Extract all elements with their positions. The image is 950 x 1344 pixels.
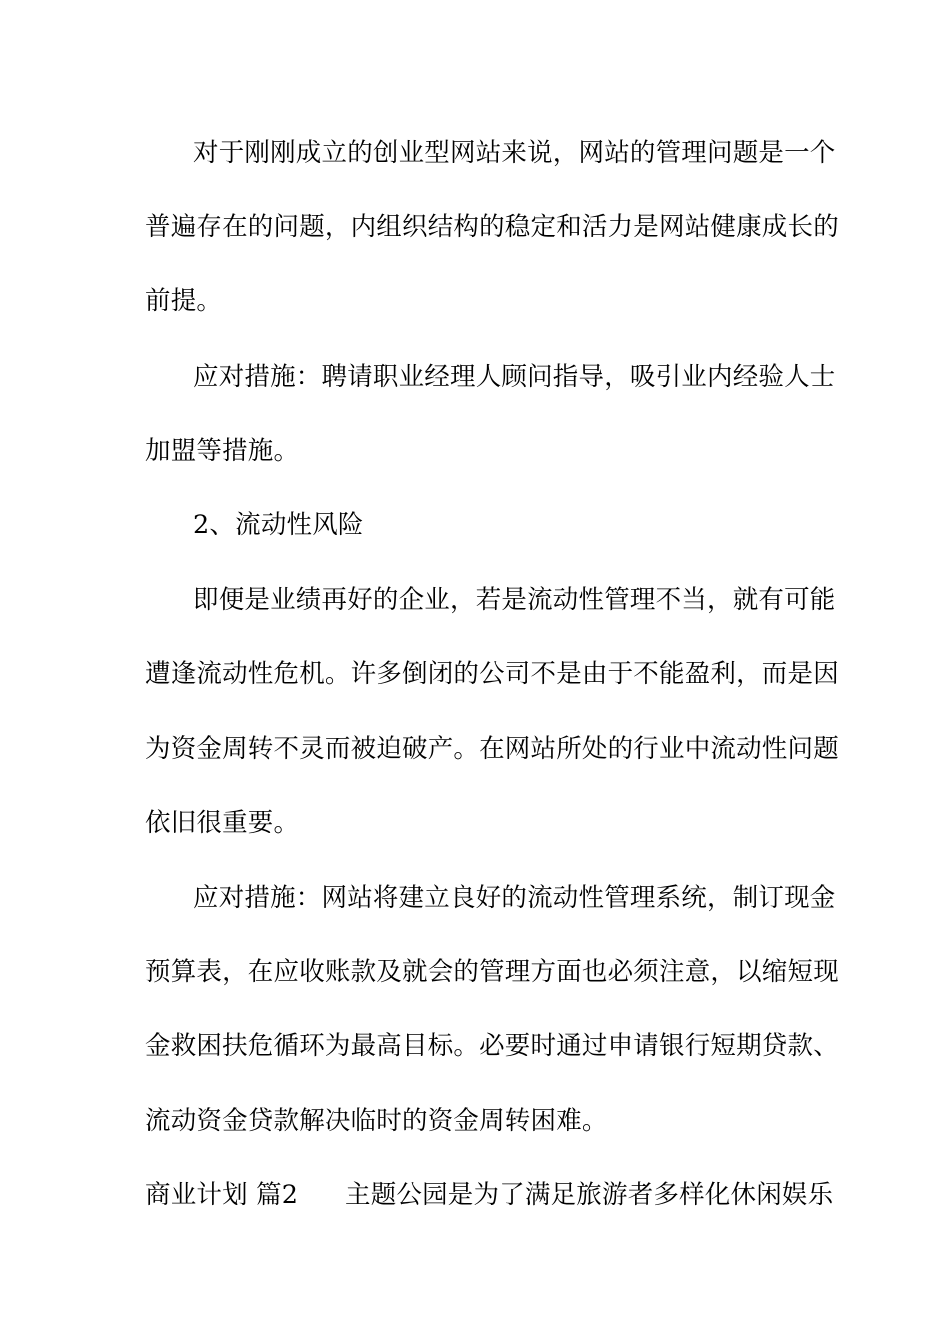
next-section-row [145,1178,834,1212]
paragraph-line: 即便是业绩再好的企业，若是流动性管理不当，就有可能 [193,585,836,615]
paragraph-line: 流动资金贷款解决临时的资金周转困难。 [145,1106,608,1136]
paragraph-line: 遭逢流动性危机。许多倒闭的公司不是由于不能盈利，而是因 [145,659,839,689]
paragraph-line: 为资金周转不灵而被迫破产。在网站所处的行业中流动性问题 [145,734,839,764]
paragraph-line: 预算表，在应收账款及就会的管理方面也必须注意，以缩短现 [145,957,839,987]
section-intro-text: 主题公园是为了满足旅游者多样化休闲娱乐 [345,1180,834,1210]
paragraph-line: 应对措施：网站将建立良好的流动性管理系统，制订现金 [193,883,836,913]
paragraph-line: 普遍存在的问题，内组织结构的稳定和活力是网站健康成长的 [145,212,839,242]
section-title: 商业计划 篇2 [145,1180,299,1210]
paragraph-line: 前提。 [145,286,223,316]
paragraph-line: 对于刚刚成立的创业型网站来说，网站的管理问题是一个 [193,138,836,168]
paragraph-line: 依旧很重要。 [145,808,300,838]
paragraph-line: 金救困扶危循环为最高目标。必要时通过申请银行短期贷款、 [145,1031,839,1061]
paragraph-line: 加盟等措施。 [145,436,300,466]
paragraph-line: 应对措施：聘请职业经理人顾问指导，吸引业内经验人士 [193,362,836,392]
section-heading: 2、流动性风险 [193,510,364,540]
